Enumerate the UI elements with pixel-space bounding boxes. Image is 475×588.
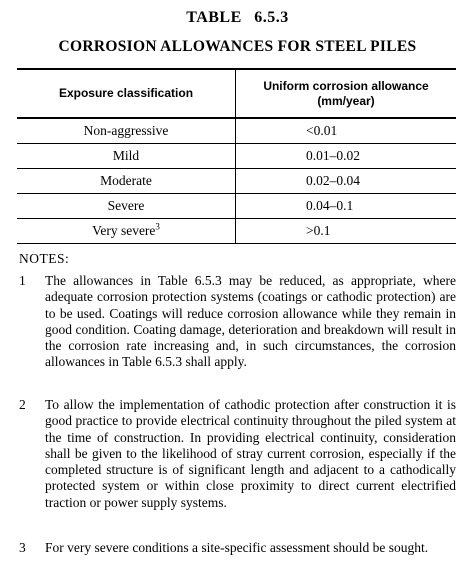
note-text: The allowances in Table 6.5.3 may be reduced, as appropriate, where adequate corrosion protection systems (coatings or cathodic protection) are to be used. Coatings will reduce corrosion allowance while they remain in good condition. Coating damage, deterioration and breakdown will result in the corrosion rate increasing and, in such circumstances, the corrosion allowances in Table 6.5.3 shall apply. [45, 273, 456, 370]
column-header-allowance-line1: Uniform corrosion allowance [263, 78, 429, 93]
note-text: For very severe conditions a site-specific assessment should be sought. [45, 540, 429, 555]
corrosion-allowance-cell: <0.01 [236, 118, 457, 143]
table-header-row [17, 69, 456, 118]
exposure-classification-cell: Non-aggressive [17, 118, 236, 143]
column-header-uniform-corrosion-allowance [236, 69, 457, 118]
exposure-classification-cell: Moderate [17, 168, 236, 193]
note-item [19, 540, 456, 556]
note-number: 3 [19, 540, 26, 555]
note-reference: 3 [155, 221, 160, 231]
table-row [17, 143, 456, 168]
corrosion-allowance-cell: 0.01–0.02 [236, 143, 457, 168]
table-number: TABLE 6.5.3 [186, 9, 289, 26]
corrosion-allowance-cell: 0.02–0.04 [236, 168, 457, 193]
corrosion-allowance-cell: >0.1 [236, 218, 457, 243]
column-header-exposure-classification: Exposure classification [17, 69, 236, 118]
table-title: CORROSION ALLOWANCES FOR STEEL PILES [58, 38, 417, 55]
column-header-allowance-units: (mm/year) [317, 93, 375, 108]
exposure-classification-cell: Severe [17, 193, 236, 218]
corrosion-allowance-table [17, 68, 456, 244]
table-row [17, 218, 456, 243]
table-row [17, 168, 456, 193]
note-item [19, 273, 456, 371]
note-text: To allow the implementation of cathodic protection after construction it is good practice to provide electrical continuity throughout the piled system at the time of construction. In providing electrical continuity, consideration shall be given to the likelihood of stray current corrosion, especially if the completed structure is of significant length and adjacent to a cathodically protected system or within close proximity to direct current electrified traction or power supply systems. [45, 397, 456, 510]
classification-label: Very severe [92, 222, 156, 238]
exposure-classification-cell: Mild [17, 143, 236, 168]
note-number: 2 [19, 397, 26, 412]
exposure-classification-cell [17, 218, 236, 243]
notes-heading: NOTES: [19, 251, 70, 266]
corrosion-allowance-cell: 0.04–0.1 [236, 193, 457, 218]
note-item [19, 397, 456, 511]
note-number: 1 [19, 273, 26, 288]
table-row [17, 193, 456, 218]
table-row [17, 118, 456, 143]
